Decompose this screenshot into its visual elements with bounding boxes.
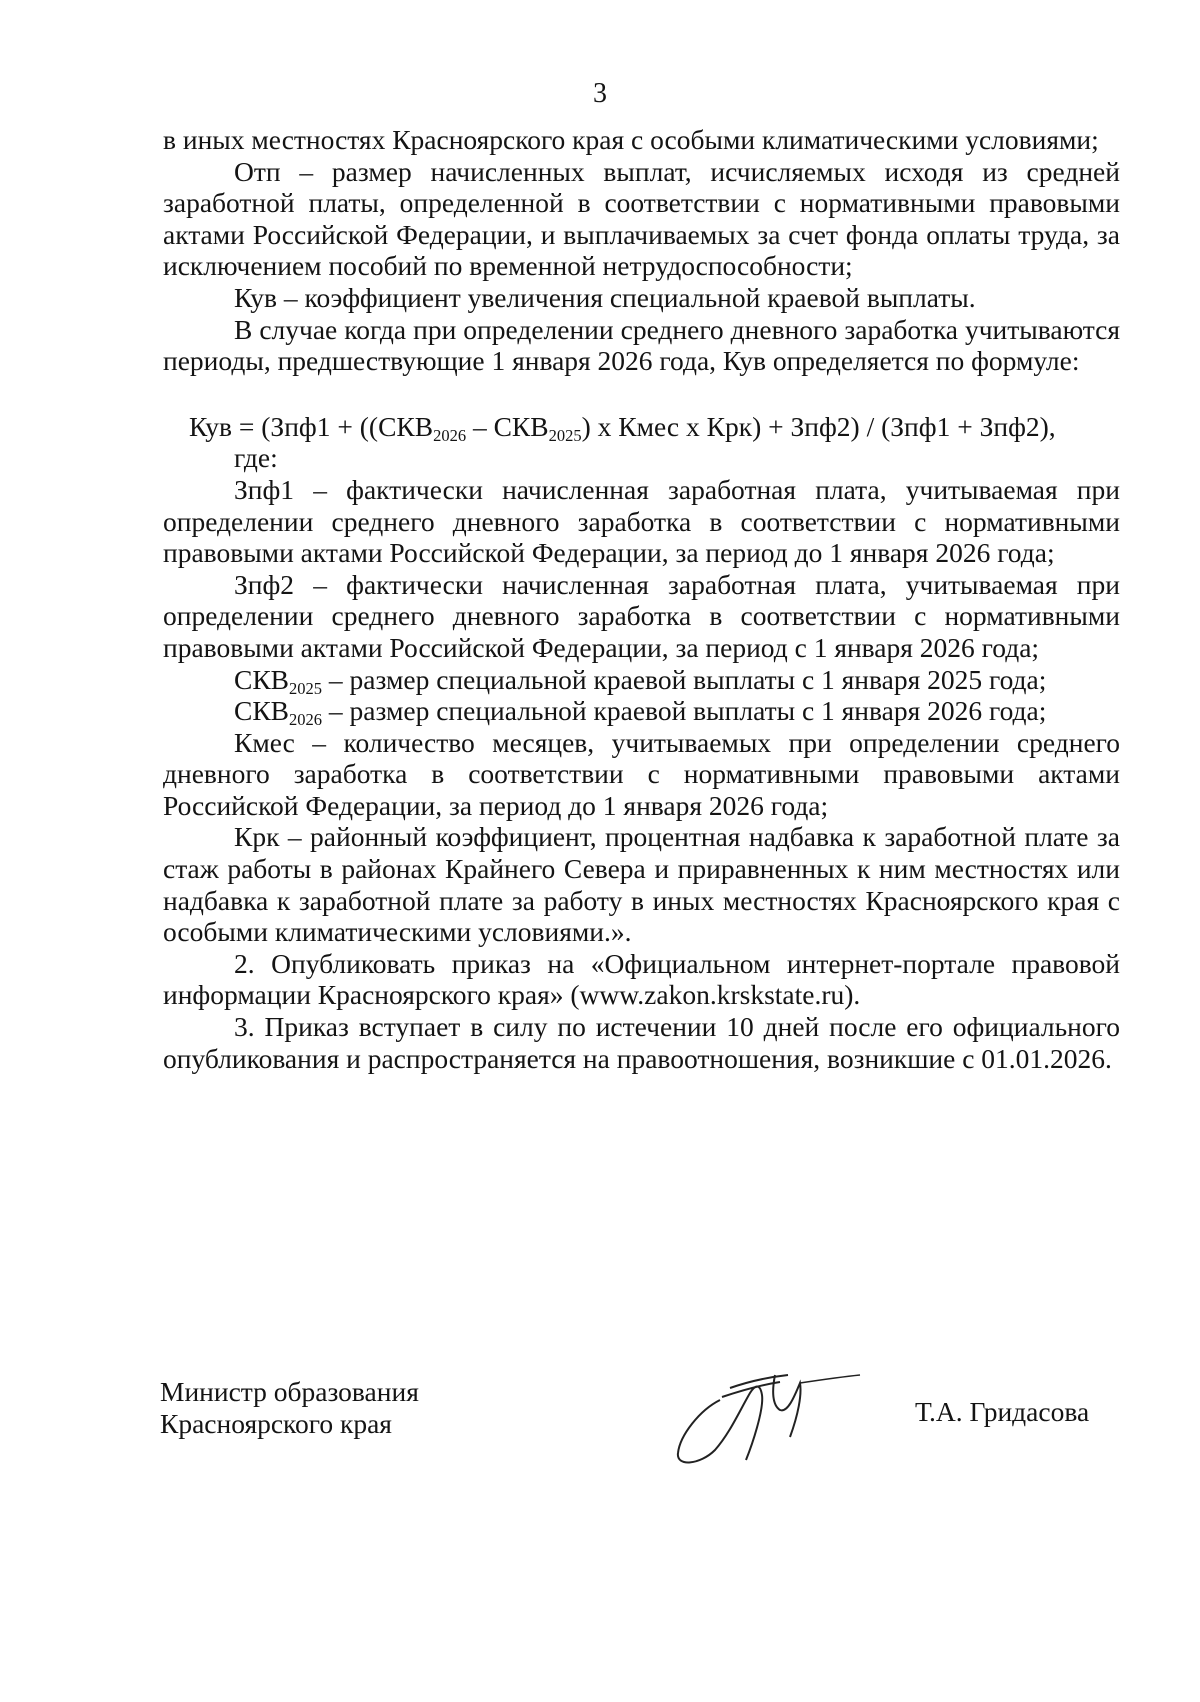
formula: Кув = ($Зпф1 + ((СКВ_{2026} - СКВ_{2025})$ х Кмес х Крк) + Зпф2) / (Зпф1 + Зпф2), [189, 410, 1056, 445]
item-publish: 2. Опубликовать приказ на «Официальном интернет-портале правовой информации Красноярского края» (www.zakon.krskstate.ru). [163, 947, 1120, 1011]
definition-zpf1: Зпф1 – фактически начисленная заработная плата, учитываемая при определении среднего дневного заработка в соответствии с нормативными правовыми актами Российской Федерации, за период до 1 января 2026 года; [163, 473, 1120, 569]
page-number: 3 [593, 78, 607, 109]
handwritten-signature [660, 1355, 870, 1475]
signatory-title: Министр образования Красноярского края [160, 1376, 419, 1439]
document-body [163, 124, 1120, 1074]
paragraph: в иных местностях Красноярского края с особыми климатическими условиями; [163, 124, 1099, 155]
definition-krk: Крк – районный коэффициент, процентная надбавка к заработной плате за стаж работы в районах Крайнего Севера и приравненных к ним местностях или надбавка к заработной плате за работу в иных местностях Красноярского края с особыми климатическими условиями.». [163, 821, 1120, 948]
definition-skv2026: $СКВ_{2026}$ – размер специальной краевой выплаты с 1 января 2026 года; [234, 695, 1047, 730]
paragraph: Отп – размер начисленных выплат, исчисляемых исходя из средней заработной платы, определенной в соответствии с нормативными правовыми актами Российской Федерации, и выплачиваемых за счет фонда оплаты труда, за исключением пособий по временной нетрудоспособности; [163, 155, 1120, 282]
item-effective: 3. Приказ вступает в силу по истечении 10 дней после его официального опубликования и распространяется на правоотношения, возникшие с 01.01.2026. [163, 1011, 1120, 1074]
definition-kmes: Кмес – количество месяцев, учитываемых при определении среднего дневного заработка в соответствии с нормативными правовыми актами Российской Федерации, за период до 1 января 2026 года; [163, 726, 1120, 821]
paragraph: Кув – коэффициент увеличения специальной краевой выплаты. [234, 281, 976, 313]
definition-skv2025: $СКВ_{2025}$ – размер специальной краевой выплаты с 1 января 2025 года; [234, 663, 1047, 698]
signatory-name: Т.А. Гридасова [915, 1396, 1090, 1427]
paragraph: В случае когда при определении среднего дневного заработка учитываются периоды, предшествующие 1 января 2026 года, Кув определяется по формуле: [163, 313, 1120, 377]
where-label: где: [234, 442, 278, 474]
definition-zpf2: Зпф2 – фактически начисленная заработная плата, учитываемая при определении среднего дневного заработка в соответствии с нормативными правовыми актами Российской Федерации, за период с 1 января 2026 года; [163, 568, 1120, 663]
